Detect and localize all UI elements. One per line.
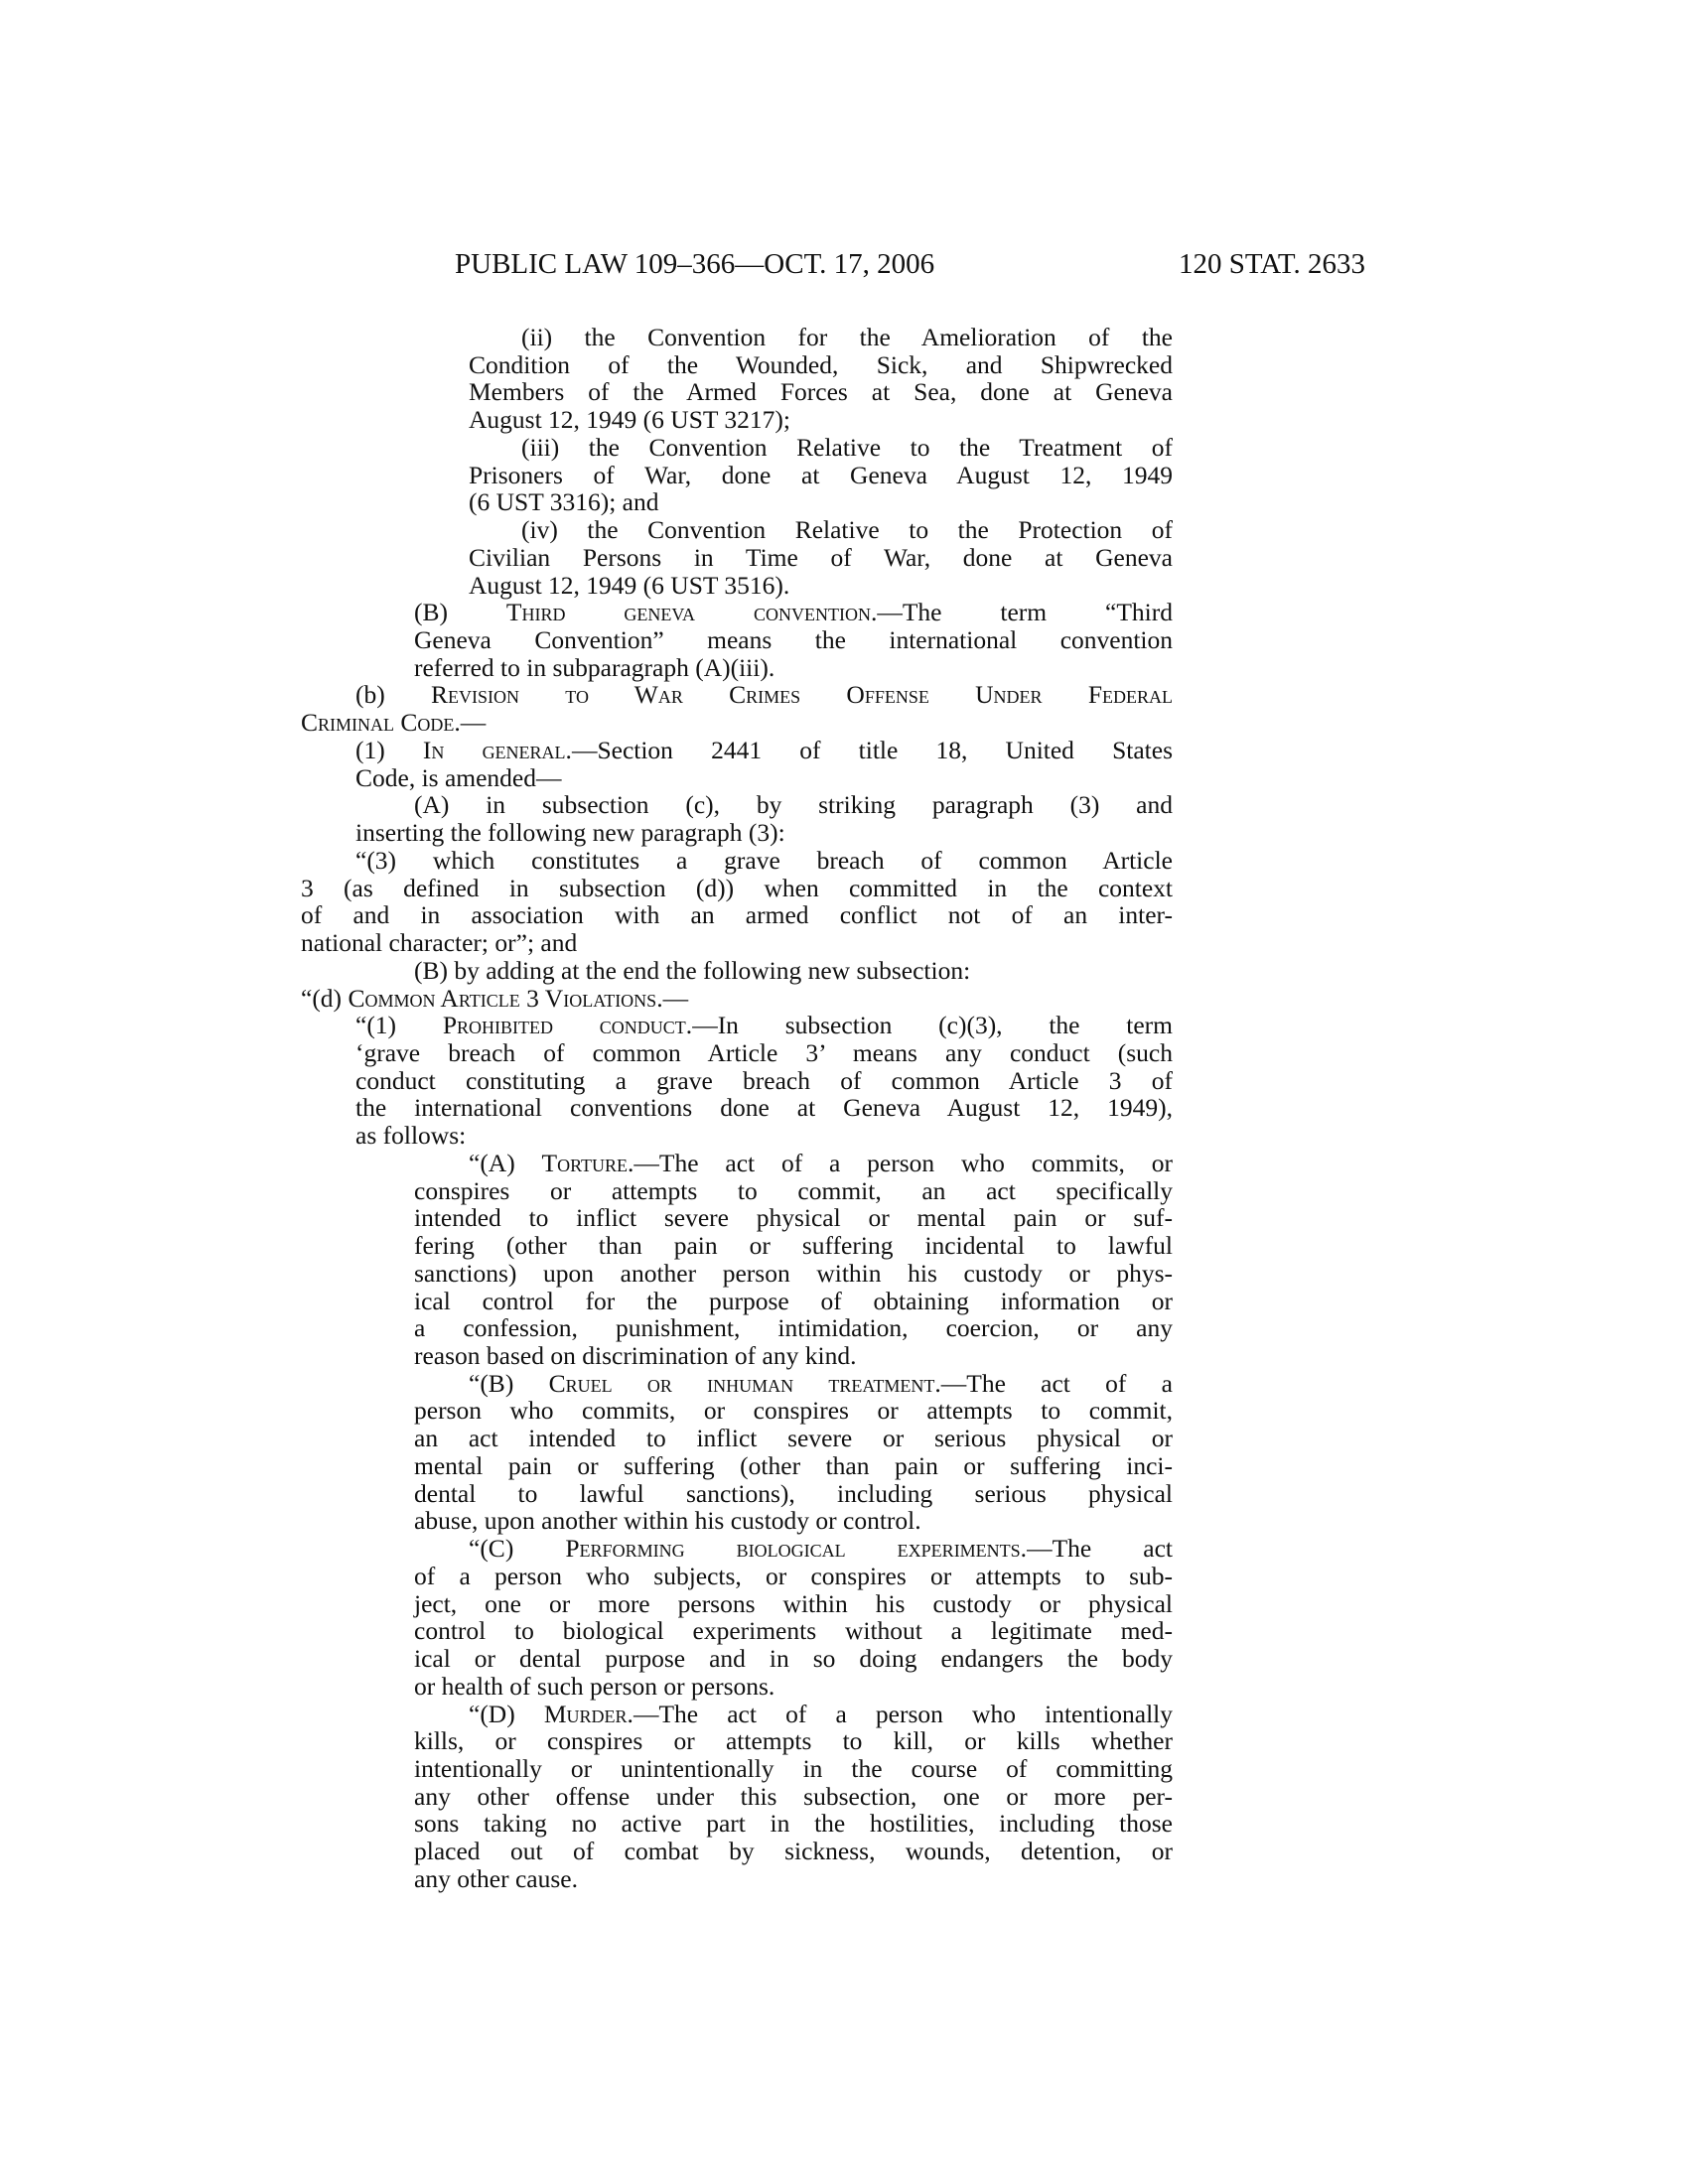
text-line (301, 985, 1173, 1013)
text-segment: (B) (414, 598, 506, 627)
text-line (414, 1838, 1173, 1865)
text-line (469, 1535, 1173, 1563)
text-line (301, 709, 1173, 737)
section-heading: In general. (422, 735, 572, 764)
text-line (469, 462, 1173, 489)
text-line (414, 599, 1173, 626)
text-line (355, 681, 1173, 709)
text-line (355, 1039, 1173, 1067)
text-segment: (6 UST 3316); and (469, 487, 659, 517)
text-line (301, 875, 1173, 902)
text-line (469, 378, 1173, 406)
text-line (414, 1452, 1173, 1480)
text-segment: 3 (as defined in subsection (d)) when committed in the context (301, 873, 1173, 902)
text-segment: (B) by adding at the end the following new subsection: (414, 955, 971, 985)
text-segment: —In subsection (c)(3), the term (692, 1011, 1173, 1040)
text-segment: of a person who subjects, or conspires or attempts to sub- (414, 1561, 1173, 1590)
text-segment: conspires or attempts to commit, an act specifically (414, 1175, 1173, 1205)
section-heading: Third geneva convention. (505, 598, 878, 627)
text-line (414, 1232, 1173, 1260)
text-segment: Members of the Armed Forces at Sea, done at Geneva (469, 377, 1173, 407)
text-line (414, 1314, 1173, 1342)
text-line (521, 516, 1173, 544)
text-segment: as follows: (355, 1121, 467, 1151)
text-line (414, 1755, 1173, 1783)
section-heading: Murder. (543, 1699, 633, 1728)
text-segment: fering (other than pain or suffering incidental to lawful (414, 1231, 1173, 1261)
text-line (414, 1645, 1173, 1673)
text-segment: —The act (1027, 1534, 1173, 1564)
text-segment: —The act of a person who intentionally (633, 1699, 1174, 1728)
text-segment: an act intended to inflict severe or serious physical or (414, 1424, 1173, 1453)
text-line (355, 1122, 1173, 1150)
text-segment: “(3) which constitutes a grave breach of common Article (355, 845, 1173, 875)
text-segment: (A) in subsection (c), by striking paragraph (3) and (414, 790, 1173, 820)
section-heading: Common Article 3 Violations. (348, 983, 663, 1013)
text-segment: ical or dental purpose and in so doing endangers the body (414, 1644, 1173, 1674)
section-heading: Torture. (541, 1148, 634, 1177)
text-segment: — (662, 983, 689, 1013)
text-segment: August 12, 1949 (6 UST 3217); (469, 405, 790, 435)
text-line (301, 929, 1173, 957)
text-segment: intentionally or unintentionally in the course of committing (414, 1753, 1173, 1783)
text-segment: or health of such person or persons. (414, 1671, 775, 1701)
section-heading: Prohibited conduct. (442, 1011, 693, 1040)
text-line (414, 1204, 1173, 1232)
text-line (355, 1012, 1173, 1039)
text-line (414, 626, 1173, 654)
text-line (355, 1094, 1173, 1122)
text-segment: “(D) (469, 1699, 544, 1728)
text-segment: —The term “Third (877, 598, 1173, 627)
text-line (469, 1701, 1173, 1728)
text-segment: —The act of a (940, 1368, 1173, 1398)
text-line (469, 572, 1173, 600)
text-segment: — (460, 708, 487, 738)
text-segment: (iii) the Convention Relative to the Treatment of (521, 432, 1173, 462)
text-line (414, 1260, 1173, 1288)
text-line (414, 1617, 1173, 1645)
text-segment: Prisoners of War, done at Geneva August 12, 1949 (469, 460, 1173, 489)
text-segment: “(A) (469, 1148, 542, 1177)
text-line (414, 1177, 1173, 1205)
text-line (414, 1727, 1173, 1755)
text-segment: abuse, upon another within his custody or control. (414, 1506, 921, 1536)
text-line (414, 1397, 1173, 1425)
text-segment: person who commits, or conspires or attempts to commit, (414, 1396, 1173, 1426)
text-line (414, 1783, 1173, 1811)
text-segment: control to biological experiments without a legitimate med- (414, 1616, 1173, 1646)
text-line (469, 488, 1173, 516)
text-segment: —Section 2441 of title 18, United States (571, 735, 1174, 764)
text-line (414, 1590, 1173, 1618)
section-heading: Performing biological experiments. (565, 1534, 1028, 1564)
text-segment: intended to inflict severe physical or mental pain or suf- (414, 1203, 1173, 1233)
text-segment: a confession, punishment, intimidation, coercion, or any (414, 1313, 1173, 1343)
text-segment: kills, or conspires or attempts to kill, or kills whether (414, 1726, 1173, 1756)
text-segment: ical control for the purpose of obtaining information or (414, 1286, 1173, 1315)
text-segment: (b) (355, 680, 432, 710)
text-segment: ‘grave breach of common Article 3’ means any conduct (such (355, 1037, 1173, 1067)
text-segment: Geneva Convention” means the international convention (414, 625, 1173, 655)
text-segment: placed out of combat by sickness, wounds, detention, or (414, 1837, 1173, 1866)
text-segment: Code, is amended— (355, 762, 562, 792)
text-segment: —The act of a person who commits, or (633, 1148, 1173, 1177)
text-segment: “(d) (301, 983, 349, 1013)
text-line (355, 737, 1173, 764)
text-segment: “(1) (355, 1011, 443, 1040)
text-segment: mental pain or suffering (other than pain or suffering inci- (414, 1450, 1173, 1480)
text-segment: sons taking no active part in the hostilities, including those (414, 1809, 1173, 1839)
text-segment: (ii) the Convention for the Amelioration of the (521, 323, 1173, 351)
text-segment: Civilian Persons in Time of War, done at Geneva (469, 542, 1173, 572)
text-segment: the international conventions done at Geneva August 12, 1949), (355, 1093, 1173, 1123)
section-heading: Criminal Code. (301, 708, 461, 738)
text-segment: conduct constituting a grave breach of common Article 3 of (355, 1065, 1173, 1095)
text-line (414, 1507, 1173, 1535)
text-line (414, 1563, 1173, 1590)
text-line (355, 764, 1173, 792)
text-line (521, 434, 1173, 462)
text-segment: (iv) the Convention Relative to the Protection of (521, 515, 1173, 545)
text-line (469, 351, 1173, 379)
text-line (414, 1288, 1173, 1315)
section-heading: Cruel or inhuman treatment. (548, 1368, 941, 1398)
text-segment: “(B) (469, 1368, 549, 1398)
text-line (355, 1067, 1173, 1095)
text-segment: national character; or”; and (301, 928, 578, 958)
text-line (355, 819, 1173, 847)
text-segment: any other cause. (414, 1863, 578, 1893)
text-line (414, 1673, 1173, 1701)
text-line (301, 901, 1173, 929)
text-segment: any other offense under this subsection, one or more per- (414, 1781, 1173, 1811)
text-line (414, 654, 1173, 682)
text-line (469, 1370, 1173, 1398)
running-header-title: PUBLIC LAW 109–366—OCT. 17, 2006 (455, 248, 935, 280)
text-line (414, 1810, 1173, 1838)
text-segment: reason based on discrimination of any kind. (414, 1341, 857, 1370)
text-line (414, 1480, 1173, 1508)
text-line (469, 1150, 1173, 1177)
text-segment: (1) (355, 735, 423, 764)
text-segment: ject, one or more persons within his custody or physical (414, 1588, 1173, 1618)
text-line (521, 324, 1173, 351)
section-heading: Revision to War Crimes Offense Under Federal (431, 680, 1173, 710)
text-segment: referred to in subparagraph (A)(iii). (414, 652, 775, 682)
text-line (414, 1342, 1173, 1370)
text-segment: dental to lawful sanctions), including serious physical (414, 1478, 1173, 1508)
text-line (469, 406, 1173, 434)
page-citation: 120 STAT. 2633 (1178, 248, 1365, 280)
text-segment: sanctions) upon another person within his custody or phys- (414, 1258, 1173, 1288)
text-line (355, 847, 1173, 875)
text-line (469, 544, 1173, 572)
text-line (414, 957, 1173, 985)
text-line (414, 1425, 1173, 1452)
text-segment: “(C) (469, 1534, 566, 1564)
text-segment: of and in association with an armed conflict not of an inter- (301, 900, 1173, 930)
text-segment: Condition of the Wounded, Sick, and Shipwrecked (469, 349, 1173, 379)
text-line (414, 791, 1173, 819)
text-segment: inserting the following new paragraph (3): (355, 818, 785, 848)
text-segment: August 12, 1949 (6 UST 3516). (469, 570, 790, 600)
text-line (414, 1865, 1173, 1893)
